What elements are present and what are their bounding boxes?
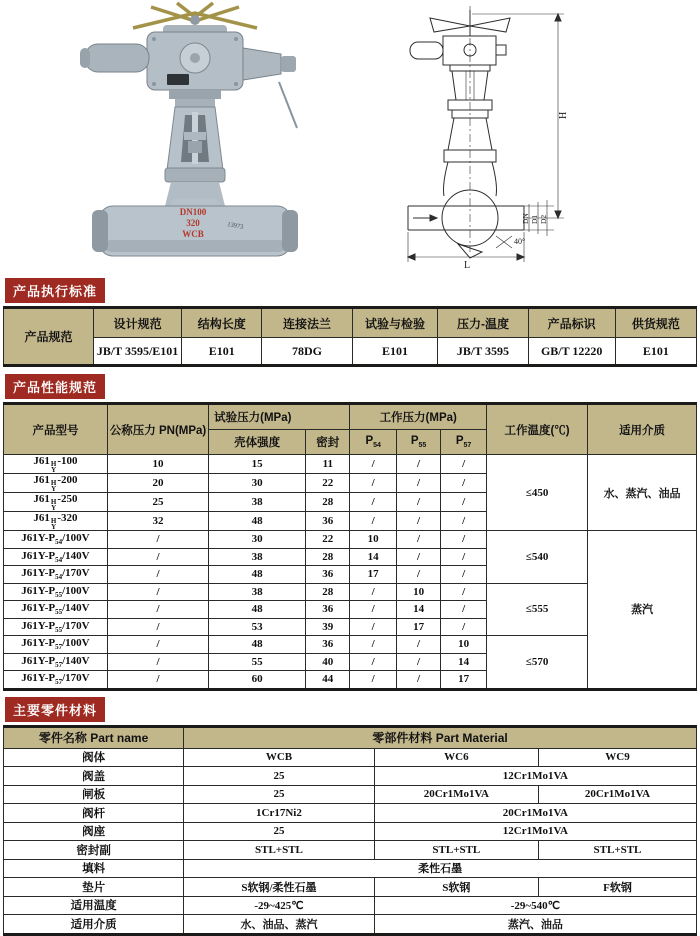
cell-p57: / xyxy=(441,583,487,601)
cell-seal: 22 xyxy=(306,474,350,493)
cell-shell: 38 xyxy=(209,493,306,512)
cell-material: S软钢/柔性石墨 xyxy=(184,878,375,897)
perf-header-row-1 xyxy=(4,404,697,430)
cell-model: J61 H Y -320 xyxy=(4,512,108,531)
cell-shell: 60 xyxy=(209,671,306,690)
bolt xyxy=(152,37,156,41)
materials-table-row xyxy=(4,915,697,935)
section-title-materials: 主要零件材料 xyxy=(5,697,105,722)
valve-photo xyxy=(75,0,315,270)
cell-p55: / xyxy=(396,455,440,474)
cell-material: 20Cr1Mo1VA xyxy=(374,804,696,823)
p55-base: P xyxy=(410,435,419,447)
cell-shell: 53 xyxy=(209,618,306,636)
cell-material: 25 xyxy=(184,822,375,841)
pipe-end-right xyxy=(282,210,298,252)
mark-pn: 320 xyxy=(186,218,200,228)
cell-p55: 14 xyxy=(396,601,440,619)
cell-working-temp: ≤555 xyxy=(486,583,587,636)
col-pressure-temp: 压力-温度 xyxy=(438,308,528,338)
section-performance xyxy=(0,374,700,691)
cell-p57: 17 xyxy=(441,671,487,690)
handwheel-hub xyxy=(190,15,200,25)
cell-p57: / xyxy=(441,455,487,474)
col-p57 xyxy=(441,430,487,455)
cell-shell: 48 xyxy=(209,601,306,619)
col-media: 适用介质 xyxy=(588,404,697,455)
cell-media: 蒸汽 xyxy=(588,531,697,690)
cell-model: J61 H Y -250 xyxy=(4,493,108,512)
standards-header-row xyxy=(4,308,697,338)
col-working-pressure: 工作压力(MPa) xyxy=(350,404,487,430)
performance-table xyxy=(3,402,697,691)
cell-seal: 36 xyxy=(306,601,350,619)
cell-p57: / xyxy=(441,618,487,636)
cell-model: $J61Y-P_{54}/100V$ xyxy=(4,531,108,549)
indicator-rod xyxy=(279,82,297,128)
col-shell-strength: 壳体强度 xyxy=(209,430,306,455)
val-flange: 78DG xyxy=(262,338,352,366)
cell-material: 25 xyxy=(184,785,375,804)
cell-shell: 38 xyxy=(209,548,306,566)
cell-model: J61 H Y -200 xyxy=(4,474,108,493)
cell-part-name: 垫片 xyxy=(4,878,184,897)
dim-label-d1: D1 xyxy=(529,214,539,224)
cell-material: WCB xyxy=(184,748,375,767)
dim-label-l: L xyxy=(463,260,470,271)
cell-p55: / xyxy=(396,531,440,549)
cell-seal: 28 xyxy=(306,583,350,601)
cell-seal: 40 xyxy=(306,653,350,671)
col-part-name: 零件名称 Part name xyxy=(4,726,184,748)
cell-p54: 14 xyxy=(350,548,396,566)
perf-table-row xyxy=(4,455,697,474)
cell-part-name: 适用温度 xyxy=(4,896,184,915)
bolt xyxy=(152,82,156,86)
cell-material: 20Cr1Mo1VA xyxy=(374,785,538,804)
valve-photo-figure xyxy=(0,0,355,278)
cell-model: $J61Y-P_{55}/140V$ xyxy=(4,601,108,619)
section-title-performance: 产品性能规范 xyxy=(5,374,105,399)
col-pn: 公称压力 PN(MPa) xyxy=(107,404,208,455)
cell-p54: / xyxy=(350,618,396,636)
val-supply-spec: E101 xyxy=(615,338,696,366)
col-design-spec: 设计规范 xyxy=(94,308,182,338)
dim-label-d2: D2 xyxy=(538,214,548,224)
cell-working-temp: ≤450 xyxy=(486,455,587,531)
cell-material: 20Cr1Mo1VA xyxy=(538,785,696,804)
cell-part-name: 密封副 xyxy=(4,841,184,860)
perf-table-body xyxy=(4,455,697,690)
cell-part-name: 阀体 xyxy=(4,748,184,767)
cell-p54: 17 xyxy=(350,566,396,584)
p55-sub: 55 xyxy=(418,442,427,449)
motor-cylinder xyxy=(85,44,149,72)
cell-material: S软钢 xyxy=(374,878,538,897)
cell-p55: / xyxy=(396,548,440,566)
bolt xyxy=(234,37,238,41)
materials-table-body xyxy=(4,748,697,934)
cell-shell: 48 xyxy=(209,636,306,654)
col-p55 xyxy=(396,430,440,455)
cell-material: 1Cr17Ni2 xyxy=(184,804,375,823)
cell-p54: / xyxy=(350,671,396,690)
cell-model: J61 H Y -100 xyxy=(4,455,108,474)
cell-seal: 36 xyxy=(306,566,350,584)
materials-table-row xyxy=(4,841,697,860)
section-title-standards: 产品执行标准 xyxy=(5,278,105,303)
cell-material: 蒸汽、油品 xyxy=(374,915,696,935)
cell-part-name: 阀杆 xyxy=(4,804,184,823)
cell-material: 12Cr1Mo1VA xyxy=(374,822,696,841)
col-test-inspect: 试验与检验 xyxy=(352,308,438,338)
materials-table-row xyxy=(4,767,697,786)
cell-model: $J61Y-P_{54}/140V$ xyxy=(4,548,108,566)
cell-part-name: 闸板 xyxy=(4,785,184,804)
cell-material: STL+STL xyxy=(538,841,696,860)
col-flange: 连接法兰 xyxy=(262,308,352,338)
cell-material: 25 xyxy=(184,767,375,786)
cell-pn: / xyxy=(107,671,208,690)
cell-p57: 14 xyxy=(441,653,487,671)
cell-p57: / xyxy=(441,512,487,531)
pipe-shadow xyxy=(105,240,285,252)
cell-part-name: 阀座 xyxy=(4,822,184,841)
cell-p57: / xyxy=(441,601,487,619)
side-connector xyxy=(243,48,281,80)
cell-material: F软钢 xyxy=(538,878,696,897)
cell-model: $J61Y-P_{57}/170V$ xyxy=(4,671,108,690)
cell-shell: 30 xyxy=(209,531,306,549)
cell-model: $J61Y-P_{57}/100V$ xyxy=(4,636,108,654)
cell-shell: 48 xyxy=(209,512,306,531)
cell-shell: 55 xyxy=(209,653,306,671)
cell-p57: / xyxy=(441,474,487,493)
materials-table-row xyxy=(4,896,697,915)
standards-table xyxy=(3,306,697,367)
cell-pn: / xyxy=(107,548,208,566)
cell-pn: / xyxy=(107,618,208,636)
cell-seal: 22 xyxy=(306,531,350,549)
cell-media: 水、蒸汽、油品 xyxy=(588,455,697,531)
p54-base: P xyxy=(365,435,374,447)
cell-p57: / xyxy=(441,548,487,566)
cell-part-name: 填料 xyxy=(4,859,184,878)
perf-table-row xyxy=(4,531,697,549)
actuator-dial-center xyxy=(190,53,200,63)
cell-p54: / xyxy=(350,493,396,512)
col-seal: 密封 xyxy=(306,430,350,455)
cell-p57: / xyxy=(441,531,487,549)
pipe-end-left xyxy=(92,210,108,252)
cell-seal: 28 xyxy=(306,548,350,566)
section-standards xyxy=(0,278,700,367)
cell-shell: 38 xyxy=(209,583,306,601)
cell-material: WC9 xyxy=(538,748,696,767)
cell-p57: / xyxy=(441,493,487,512)
cell-p54: / xyxy=(350,583,396,601)
cell-p54: 10 xyxy=(350,531,396,549)
val-pressure-temp: JB/T 3595 xyxy=(438,338,528,366)
cell-shell: 48 xyxy=(209,566,306,584)
cell-p55: / xyxy=(396,671,440,690)
cell-pn: / xyxy=(107,566,208,584)
cell-pn: / xyxy=(107,583,208,601)
cell-p55: / xyxy=(396,566,440,584)
cell-p57: / xyxy=(441,566,487,584)
cell-material: -29~425℃ xyxy=(184,896,375,915)
cell-p55: / xyxy=(396,474,440,493)
materials-table-row xyxy=(4,822,697,841)
valve-drawing-figure xyxy=(355,0,700,278)
val-structure-length: E101 xyxy=(182,338,262,366)
materials-table-row xyxy=(4,878,697,897)
mark-dn: DN100 xyxy=(179,207,207,217)
col-working-temp: 工作温度(℃) xyxy=(486,404,587,455)
dim-label-angle: 40° xyxy=(513,237,525,246)
cell-p55: 10 xyxy=(396,583,440,601)
cell-p55: / xyxy=(396,512,440,531)
cell-p54: / xyxy=(350,455,396,474)
bonnet xyxy=(165,168,225,182)
cell-seal: 44 xyxy=(306,671,350,690)
cell-p55: / xyxy=(396,653,440,671)
cell-model: $J61Y-P_{55}/100V$ xyxy=(4,583,108,601)
cell-p57: 10 xyxy=(441,636,487,654)
cell-seal: 36 xyxy=(306,512,350,531)
figures-row xyxy=(0,0,700,278)
serial-number: 13973 xyxy=(226,221,244,231)
cell-model: $J61Y-P_{57}/140V$ xyxy=(4,653,108,671)
col-test-pressure: 试验压力(MPa) xyxy=(209,404,350,430)
cell-model: $J61Y-P_{54}/170V$ xyxy=(4,566,108,584)
cell-seal: 11 xyxy=(306,455,350,474)
p54-sub: 54 xyxy=(373,442,381,449)
cell-p55: 17 xyxy=(396,618,440,636)
materials-header-row xyxy=(4,726,697,748)
packing-gland xyxy=(188,141,202,153)
cell-working-temp: ≤570 xyxy=(486,636,587,690)
cell-material: 柔性石墨 xyxy=(184,859,697,878)
cell-p54: / xyxy=(350,636,396,654)
cell-pn: 10 xyxy=(107,455,208,474)
cell-seal: 28 xyxy=(306,493,350,512)
val-test-inspect: E101 xyxy=(352,338,438,366)
cell-part-name: 适用介质 xyxy=(4,915,184,935)
cell-p54: / xyxy=(350,474,396,493)
dim-label-h: H xyxy=(557,111,569,119)
valve-drawing xyxy=(388,0,688,272)
cell-material: 12Cr1Mo1VA xyxy=(374,767,696,786)
cell-working-temp: ≤540 xyxy=(486,531,587,584)
crosshead xyxy=(184,132,206,140)
cell-pn: / xyxy=(107,601,208,619)
col-product-mark: 产品标识 xyxy=(528,308,615,338)
col-part-material: 零部件材料 Part Material xyxy=(184,726,697,748)
mark-material: WCB xyxy=(182,229,204,239)
yoke-top xyxy=(175,99,215,107)
cell-p54: / xyxy=(350,601,396,619)
cell-p54: / xyxy=(350,653,396,671)
cell-part-name: 阀盖 xyxy=(4,767,184,786)
cell-material: -29~540℃ xyxy=(374,896,696,915)
standards-value-row xyxy=(4,338,697,366)
dim-label-dn: DN xyxy=(520,213,530,224)
cell-p55: / xyxy=(396,636,440,654)
standards-row-header: 产品规范 xyxy=(4,308,94,366)
col-p54 xyxy=(350,430,396,455)
section-materials xyxy=(0,697,700,936)
cell-shell: 30 xyxy=(209,474,306,493)
nameplate xyxy=(167,74,189,85)
val-product-mark: GB/T 12220 xyxy=(528,338,615,366)
col-structure-length: 结构长度 xyxy=(182,308,262,338)
cell-material: STL+STL xyxy=(374,841,538,860)
materials-table-row xyxy=(4,748,697,767)
side-knob xyxy=(281,56,296,72)
materials-table-row xyxy=(4,785,697,804)
cell-seal: 36 xyxy=(306,636,350,654)
cell-pn: 25 xyxy=(107,493,208,512)
val-design-spec: JB/T 3595/E101 xyxy=(94,338,182,366)
bolt xyxy=(234,82,238,86)
materials-table-row xyxy=(4,859,697,878)
materials-table-row xyxy=(4,804,697,823)
actuator-flange xyxy=(169,90,221,99)
cell-model: $J61Y-P_{55}/170V$ xyxy=(4,618,108,636)
cell-shell: 15 xyxy=(209,455,306,474)
cell-p55: / xyxy=(396,493,440,512)
cell-material: WC6 xyxy=(374,748,538,767)
materials-table xyxy=(3,725,697,936)
p57-base: P xyxy=(455,435,464,447)
col-model: 产品型号 xyxy=(4,404,108,455)
cell-pn: 32 xyxy=(107,512,208,531)
motor-endcap xyxy=(80,48,90,68)
cell-seal: 39 xyxy=(306,618,350,636)
cell-pn: 20 xyxy=(107,474,208,493)
col-supply-spec: 供货规范 xyxy=(615,308,696,338)
cell-material: STL+STL xyxy=(184,841,375,860)
cell-p54: / xyxy=(350,512,396,531)
cell-pn: / xyxy=(107,531,208,549)
cell-pn: / xyxy=(107,636,208,654)
cell-material: 水、油品、蒸汽 xyxy=(184,915,375,935)
p57-sub: 57 xyxy=(463,442,472,449)
cell-pn: / xyxy=(107,653,208,671)
